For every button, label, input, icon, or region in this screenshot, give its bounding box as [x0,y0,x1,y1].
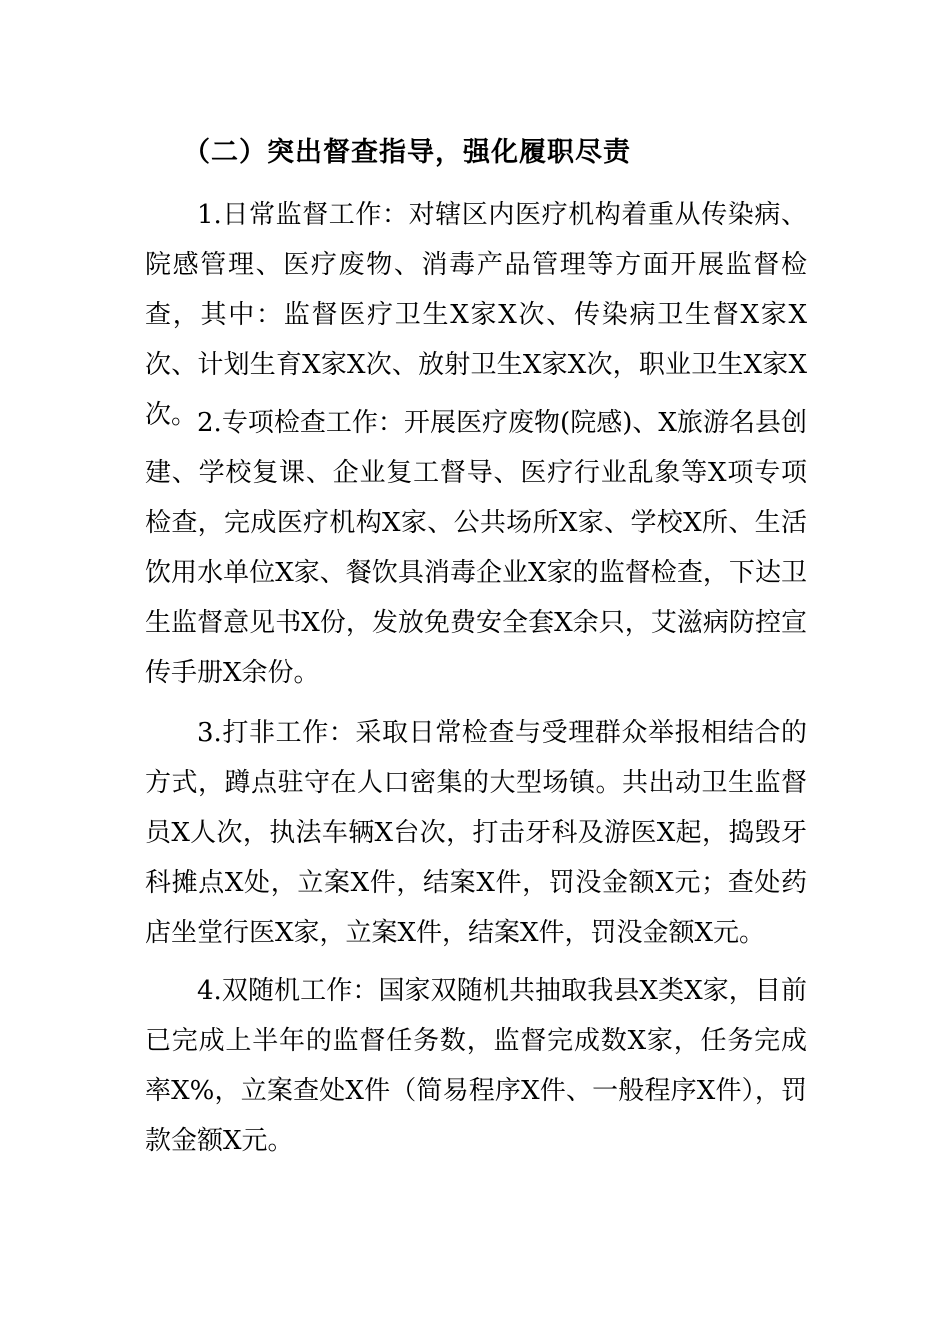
paragraph-special-inspection: 2.专项检查工作：开展医疗废物(院感)、X旅游名县创建、学校复课、企业复工督导、医疗行业乱象等X项专项检查，完成医疗机构X家、公共场所X家、学校X所、生活饮用水单位X家、餐饮具消毒企业X家的监督检查，下达卫生监督意见书X份，发放免费安全套X余只，艾滋病防控宣传手册X余份。 [145,408,807,688]
section-heading: （二）突出督查指导，强化履职尽责 [183,137,631,168]
paragraph-anti-illegal: 3.打非工作：采取日常检查与受理群众举报相结合的方式，蹲点驻守在人口密集的大型场镇。共出动卫生监督员X人次，执法车辆X台次，打击牙科及游医X起，捣毁牙科摊点X处，立案X件，结案X件，罚没金额X元；查处药店坐堂行医X家，立案X件，结案X件，罚没金额X元。 [145,718,807,948]
paragraph-double-random: 4.双随机工作：国家双随机共抽取我县X类X家，目前已完成上半年的监督任务数，监督完成数X家，任务完成率X%，立案查处X件（简易程序X件、一般程序X件），罚款金额X元。 [145,976,807,1156]
paragraph-daily-supervision: 1.日常监督工作：对辖区内医疗机构着重从传染病、院感管理、医疗废物、消毒产品管理等方面开展监督检查，其中：监督医疗卫生X家X次、传染病卫生督X家X次、计划生育X家X次、放射卫生X家X次，职业卫生X家X次。 [145,200,807,430]
